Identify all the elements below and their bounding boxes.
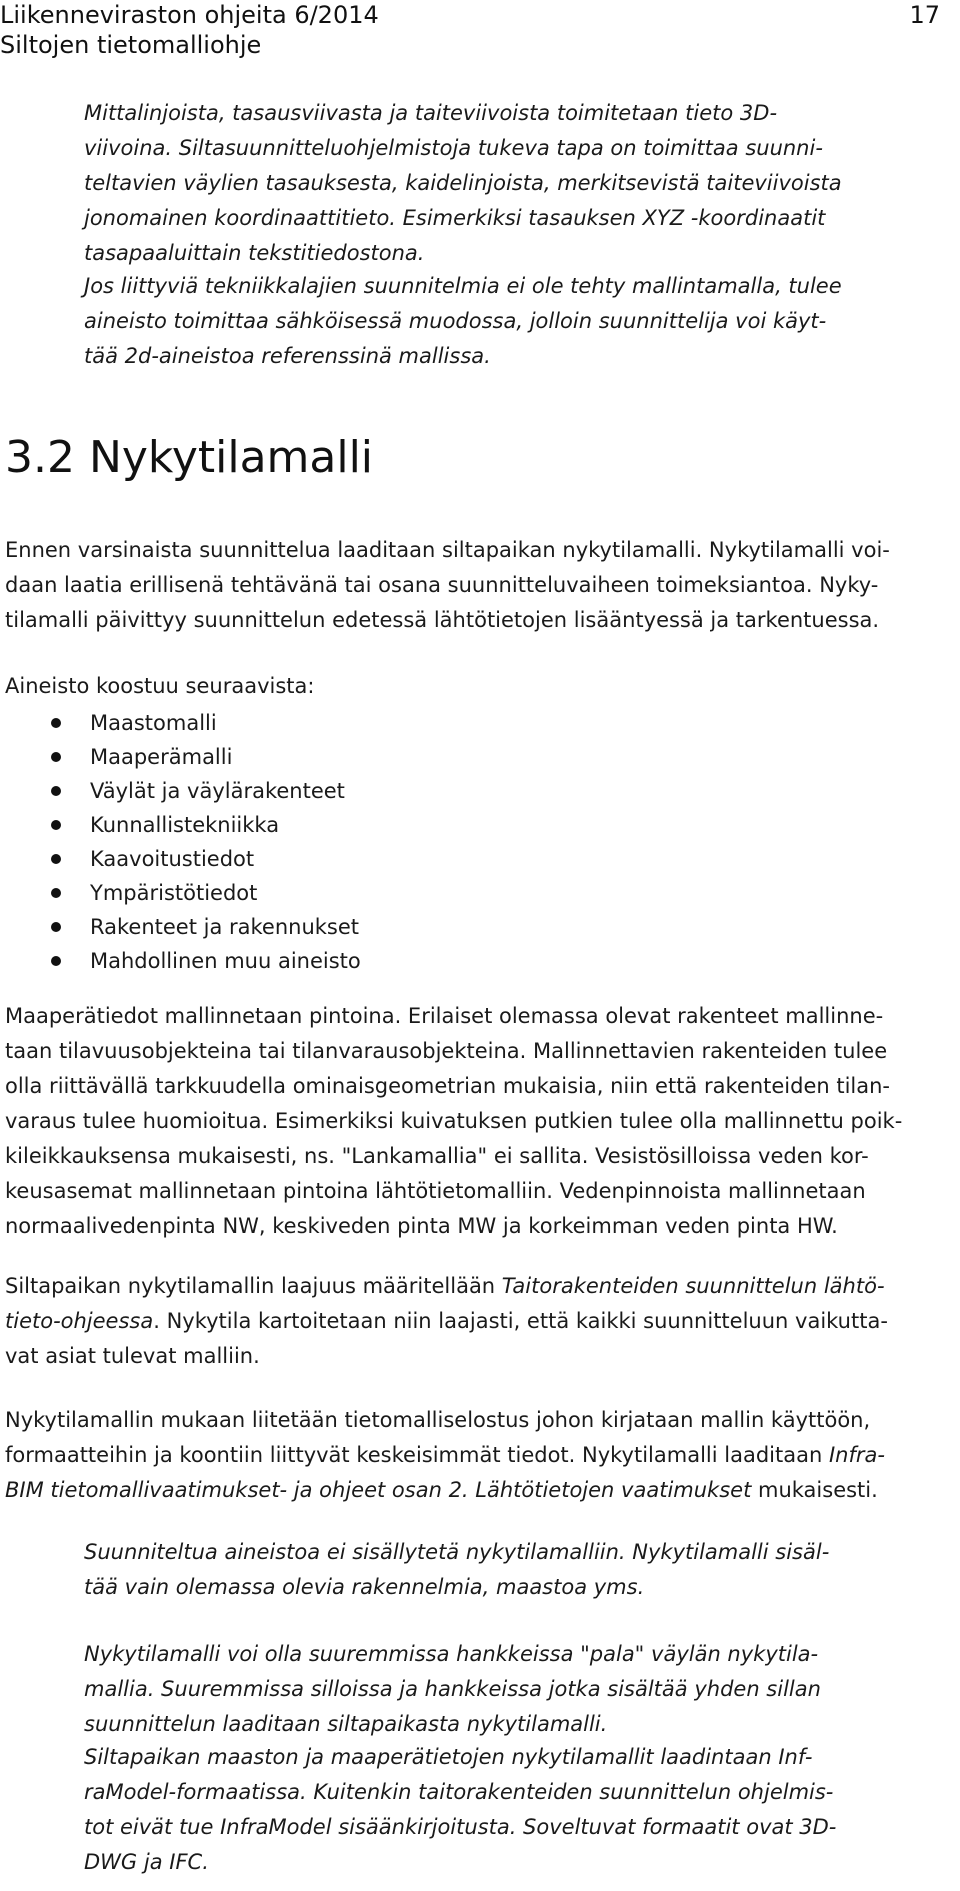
- text-line: Siltapaikan maaston ja maaperätietojen nykytilamallit laadintaan Inf-: [84, 1745, 813, 1769]
- text-line: Siltapaikan nykytilamallin laajuus määritellään Taitorakenteiden suunnittelun lähtö-: [5, 1274, 885, 1298]
- text-line: BIM tietomallivaatimukset- ja ohjeet osan 2. Lähtötietojen vaatimukset mukaisesti.: [5, 1478, 878, 1502]
- text-line: taan tilavuusobjekteina tai tilanvarausobjekteina. Mallinnettavien rakenteiden tulee: [5, 1039, 888, 1063]
- text-line: daan laatia erillisenä tehtävänä tai osana suunnitteluvaiheen toimeksiantoa. Nyky-: [5, 573, 879, 597]
- bullet-icon: [51, 718, 61, 728]
- text-line: tilamalli päivittyy suunnittelun edetessä lähtötietojen lisääntyessä ja tarkentuessa.: [5, 608, 880, 632]
- text-line: tieto-ohjeessa. Nykytila kartoitetaan niin laajasti, että kaikki suunnitteluun vaikutta-: [5, 1309, 888, 1333]
- text-line: Suunniteltua aineistoa ei sisällytetä nykytilamalliin. Nykytilamalli sisäl-: [84, 1540, 830, 1564]
- publication-title: Liikenneviraston ohjeita 6/2014: [0, 1, 379, 29]
- text-line: mallia. Suuremmissa silloissa ja hankkeissa jotka sisältää yhden sillan: [84, 1677, 821, 1701]
- text-line: formaatteihin ja koontiin liittyvät keskeisimmät tiedot. Nykytilamalli laaditaan Infra-: [5, 1443, 885, 1467]
- text-line: suunnittelun laaditaan siltapaikasta nykytilamalli.: [84, 1712, 608, 1736]
- materials-lead: [5, 669, 314, 704]
- text-line: vat asiat tulevat malliin.: [5, 1344, 260, 1368]
- bullet-icon: [51, 752, 61, 762]
- text-line: aineisto toimittaa sähköisessä muodossa, jolloin suunnittelija voi käyt-: [84, 309, 827, 333]
- list-item: Mahdollinen muu aineisto: [5, 944, 361, 978]
- list-item: Ympäristötiedot: [5, 876, 361, 910]
- bullet-icon: [51, 888, 61, 898]
- list-item: Maastomalli: [5, 706, 361, 740]
- text-line: Nykytilamallin mukaan liitetään tietomalliselostus johon kirjataan mallin käyttöön,: [5, 1408, 871, 1432]
- note-formats: [84, 1740, 836, 1880]
- bullet-icon: [51, 820, 61, 830]
- text-line: viivoina. Siltasuunnitteluohjelmistoja tukeva tapa on toimittaa suunni-: [84, 136, 823, 160]
- text-line: Jos liittyviä tekniikkalajien suunnitelmia ei ole tehty mallintamalla, tulee: [84, 274, 842, 298]
- text-line: varaus tulee huomioitua. Esimerkiksi kuivatuksen putkien tulee olla mallinnettu poik-: [5, 1109, 903, 1133]
- document-title: Siltojen tietomalliohje: [0, 31, 262, 59]
- text-line: normaalivedenpinta NW, keskiveden pinta MW ja korkeimman veden pinta HW.: [5, 1214, 838, 1238]
- text-line: keusasemat mallinnetaan pintoina lähtötietomalliin. Vedenpinnoista mallinnetaan: [5, 1179, 866, 1203]
- materials-list: [5, 706, 361, 978]
- reference-title: tieto-ohjeessa: [5, 1309, 154, 1333]
- text-line: tää vain olemassa olevia rakennelmia, maastoa yms.: [84, 1575, 645, 1599]
- text-line: olla riittävällä tarkkuudella ominaisgeometrian mukaisia, niin että rakenteiden tilan-: [5, 1074, 891, 1098]
- list-item: Väylät ja väylärakenteet: [5, 774, 361, 808]
- note-designed-material: [84, 1535, 829, 1605]
- text-line: kileikkauksensa mukaisesti, ns. "Lankamallia" ei sallita. Vesistösilloissa veden kor-: [5, 1144, 869, 1168]
- note-related-plans: [84, 269, 842, 374]
- text-line: Aineisto koostuu seuraavista:: [5, 674, 315, 698]
- text-line: tot eivät tue InfraModel sisäänkirjoitusta. Soveltuvat formaatit ovat 3D-: [84, 1815, 837, 1839]
- text-line: raModel-formaatissa. Kuitenkin taitorakenteiden suunnittelun ohjelmis-: [84, 1780, 834, 1804]
- bullet-icon: [51, 854, 61, 864]
- list-item: Kunnallistekniikka: [5, 808, 361, 842]
- modeling-paragraph: [5, 999, 902, 1244]
- page-number: 17: [909, 1, 940, 29]
- reference-title: BIM tietomallivaatimukset- ja ohjeet osan 2. Lähtötietojen vaatimukset: [5, 1478, 752, 1502]
- text-line: DWG ja IFC.: [84, 1850, 209, 1874]
- reference-title: Taitorakenteiden suunnittelun lähtö-: [501, 1274, 885, 1298]
- bullet-icon: [51, 922, 61, 932]
- list-item: Maaperämalli: [5, 740, 361, 774]
- text-line: Nykytilamalli voi olla suuremmissa hankkeissa "pala" väylän nykytila-: [84, 1642, 819, 1666]
- text-line: Maaperätiedot mallinnetaan pintoina. Erilaiset olemassa olevat rakenteet mallinne-: [5, 1004, 884, 1028]
- text-line: Ennen varsinaista suunnittelua laaditaan siltapaikan nykytilamalli. Nykytilamalli voi-: [5, 538, 890, 562]
- intro-paragraph: [5, 533, 890, 638]
- section-heading: 3.2 Nykytilamalli: [5, 432, 374, 483]
- text-line: tasapaaluittain tekstitiedostona.: [84, 241, 425, 265]
- reference-title: Infra-: [828, 1443, 885, 1467]
- note-line-data: [84, 96, 842, 271]
- text-line: tää 2d-aineistoa referenssinä mallissa.: [84, 344, 491, 368]
- bullet-icon: [51, 786, 61, 796]
- note-larger-projects: [84, 1637, 821, 1742]
- scope-paragraph: [5, 1269, 888, 1374]
- list-item: Kaavoitustiedot: [5, 842, 361, 876]
- text-line: Mittalinjoista, tasausviivasta ja taiteviivoista toimitetaan tieto 3D-: [84, 101, 778, 125]
- text-line: jonomainen koordinaattitieto. Esimerkiksi tasauksen XYZ -koordinaatit: [84, 206, 826, 230]
- text-line: teltavien väylien tasauksesta, kaidelinjoista, merkitsevistä taiteviivoista: [84, 171, 842, 195]
- list-item: Rakenteet ja rakennukset: [5, 910, 361, 944]
- bullet-icon: [51, 956, 61, 966]
- report-paragraph: [5, 1403, 885, 1508]
